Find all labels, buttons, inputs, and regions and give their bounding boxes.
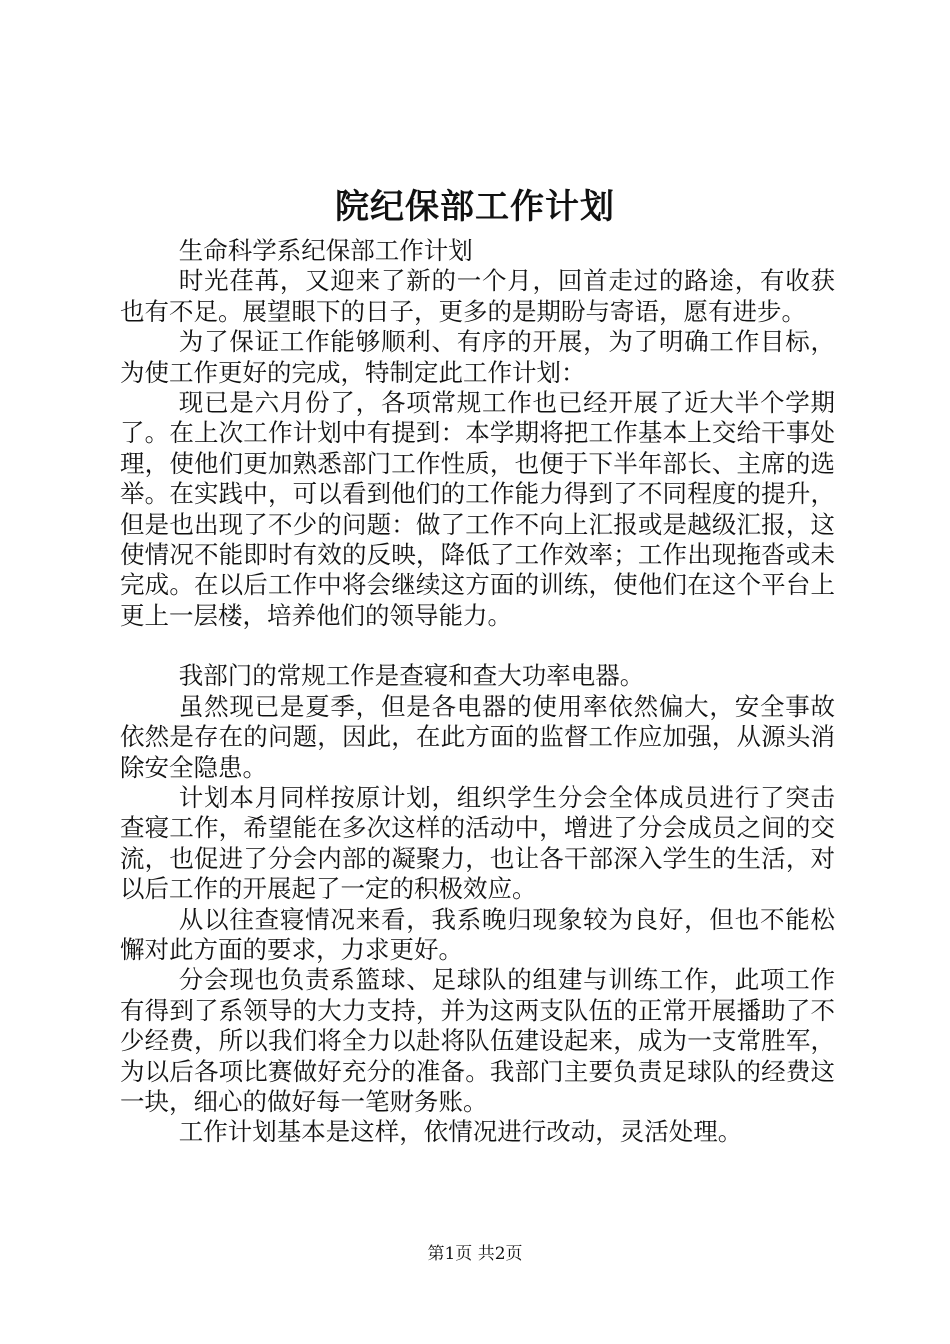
- paragraph: 工作计划基本是这样，依情况进行改动，灵活处理。: [178, 1117, 743, 1147]
- paragraph: 现已是六月份了，各项常规工作也已经开展了近大半个学期了。在上次工作计划中有提到：本学期将把工作基本上交给干事处理，使他们更加熟悉部门工作性质，也便于下半年部长、主席的选举。在实践中，可以看到他们的工作能力得到了不同程度的提升，但是也出现了不少的问题：做了工作不向上汇报或是越级汇报，这使情况不能即时有效的反映，降低了工作效率；工作出现拖沓或未完成。在以后工作中将会继续这方面的训练，使他们在这个平台上更上一层楼，培养他们的领导能力。: [120, 388, 835, 630]
- document-title: 院纪保部工作计划: [335, 187, 615, 227]
- page-number-footer: 第1页 共2页: [427, 1244, 523, 1264]
- paragraph: 计划本月同样按原计划，组织学生分会全体成员进行了突击查寝工作，希望能在多次这样的活动中，增进了分会成员之间的交流，也促进了分会内部的凝聚力，也让各干部深入学生的生活，对以后工作的开展起了一定的积极效应。: [120, 782, 835, 904]
- paragraph: 分会现也负责系篮球、足球队的组建与训练工作，此项工作有得到了系领导的大力支持，并为这两支队伍的正常开展播助了不少经费，所以我们将全力以赴将队伍建设起来，成为一支常胜军，为以后各项比赛做好充分的准备。我部门主要负责足球队的经费这一块，细心的做好每一笔财务账。: [120, 965, 835, 1116]
- paragraph: 从以往查寝情况来看，我系晚归现象较为良好，但也不能松懈对此方面的要求，力求更好。: [120, 904, 835, 964]
- document-body: [120, 236, 835, 1148]
- paragraph: 时光荏苒，又迎来了新的一个月，回首走过的路途，有收获也有不足。展望眼下的日子，更多的是期盼与寄语，愿有进步。: [120, 266, 835, 326]
- paragraph-subtitle: 生命科学系纪保部工作计划: [178, 236, 473, 265]
- paragraph: 虽然现已是夏季，但是各电器的使用率依然偏大，安全事故依然是存在的问题，因此，在此方面的监督工作应加强，从源头消除安全隐患。: [120, 691, 835, 782]
- paragraph: 我部门的常规工作是查寝和查大功率电器。: [178, 661, 645, 691]
- paragraph: 为了保证工作能够顺利、有序的开展，为了明确工作目标，为使工作更好的完成，特制定此工作计划：: [120, 327, 835, 387]
